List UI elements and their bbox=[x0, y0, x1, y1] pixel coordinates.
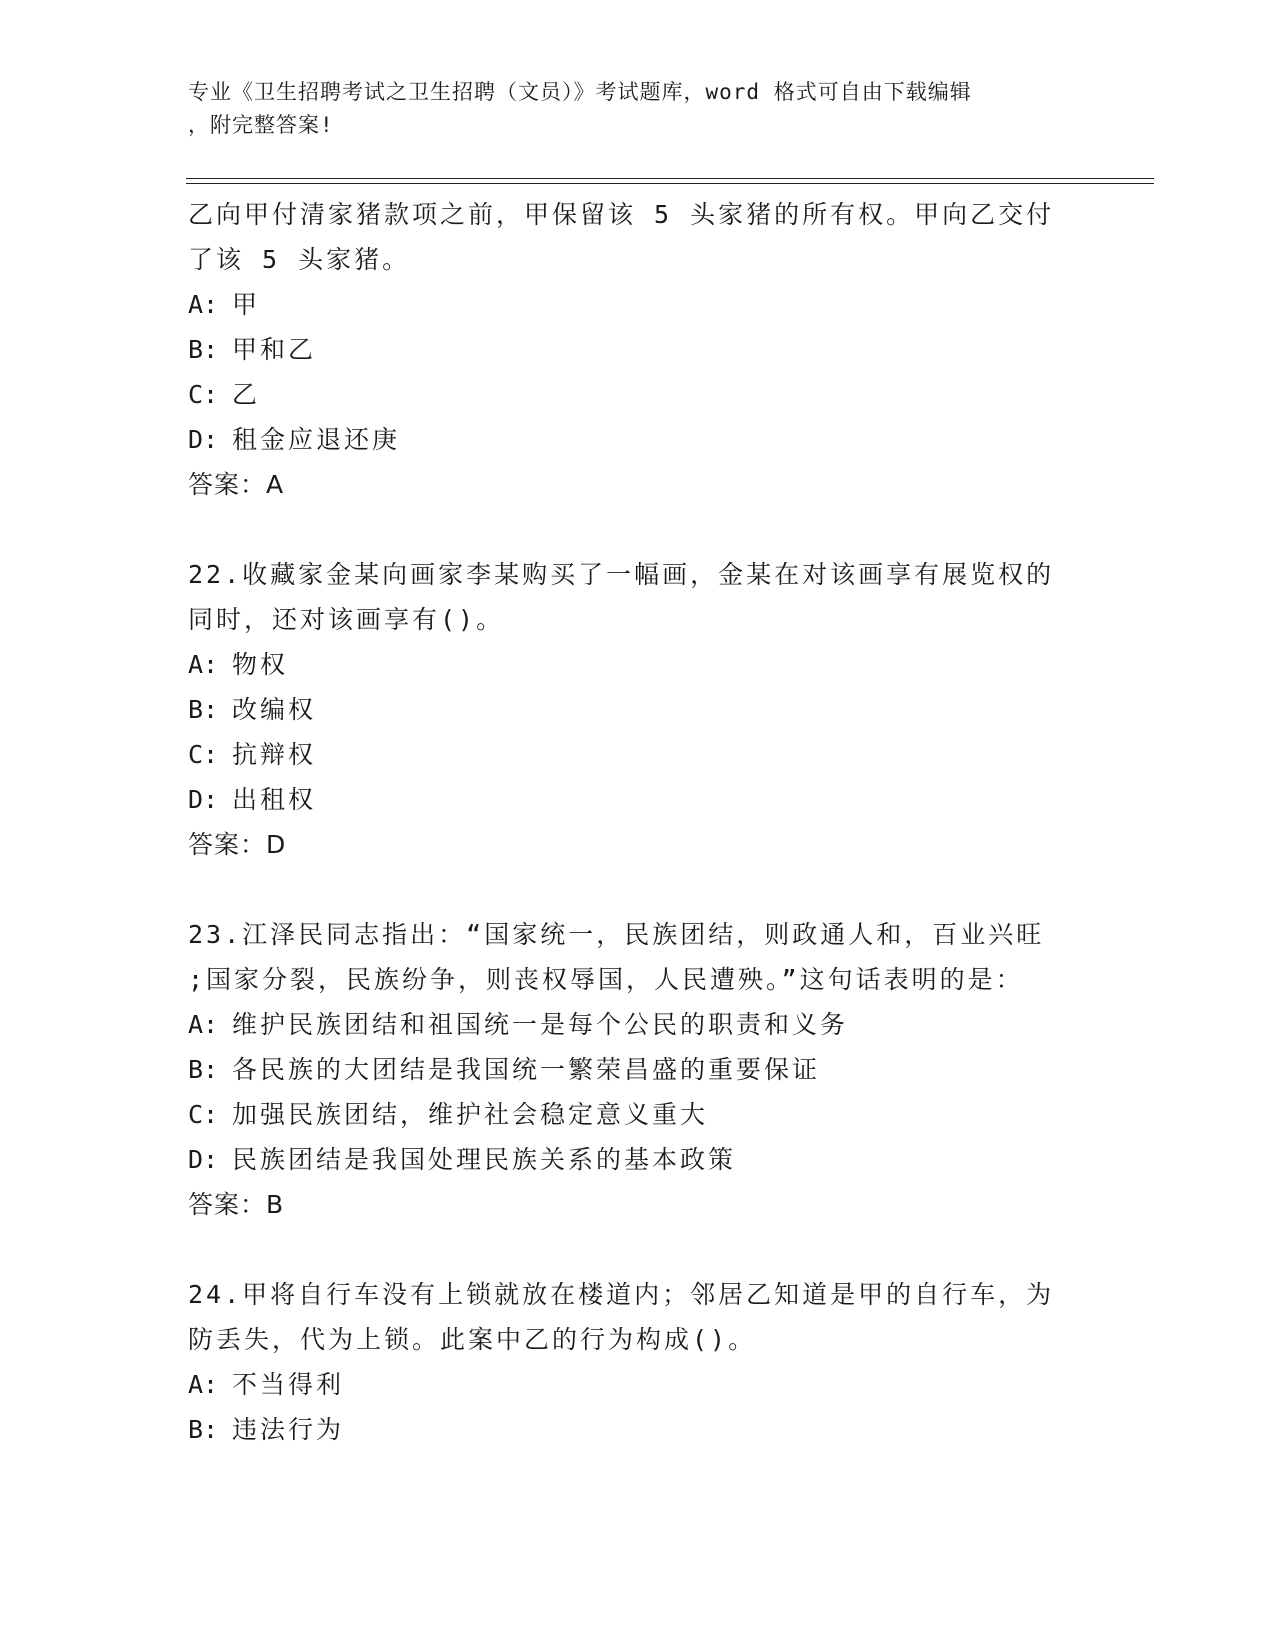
question-24 bbox=[188, 1272, 1088, 1452]
option-b bbox=[188, 1407, 1088, 1452]
option-text: 甲和乙 bbox=[232, 335, 317, 364]
question-21-text bbox=[188, 192, 1088, 282]
header-line-2: ，附完整答案! bbox=[188, 113, 334, 137]
option-b bbox=[188, 1047, 1088, 1092]
question-text-line: 了该 5 头家猪。 bbox=[188, 245, 411, 274]
option-d bbox=[188, 1137, 1088, 1182]
option-c bbox=[188, 732, 1088, 777]
answer-line: 答案：A bbox=[188, 470, 285, 499]
option-letter: D: bbox=[188, 785, 219, 814]
option-letter: C: bbox=[188, 740, 219, 769]
question-text-line: 24.甲将自行车没有上锁就放在楼道内；邻居乙知道是甲的自行车，为 bbox=[188, 1280, 1055, 1309]
question-list bbox=[188, 192, 1088, 1452]
option-letter: B: bbox=[188, 1055, 219, 1084]
option-c bbox=[188, 372, 1088, 417]
option-letter: A: bbox=[188, 1370, 219, 1399]
spacer bbox=[188, 867, 1088, 912]
document-header bbox=[188, 76, 1088, 142]
spacer bbox=[188, 507, 1088, 552]
option-letter: A: bbox=[188, 650, 219, 679]
option-d bbox=[188, 777, 1088, 822]
option-letter: A: bbox=[188, 290, 219, 319]
option-text: 物权 bbox=[232, 650, 289, 679]
option-a bbox=[188, 642, 1088, 687]
option-text: 违法行为 bbox=[232, 1415, 345, 1444]
option-letter: B: bbox=[188, 1415, 219, 1444]
option-a bbox=[188, 1002, 1088, 1047]
question-text-line: 22.收藏家金某向画家李某购买了一幅画，金某在对该画享有展览权的 bbox=[188, 560, 1055, 589]
option-text: 加强民族团结，维护社会稳定意义重大 bbox=[232, 1100, 709, 1129]
option-letter: D: bbox=[188, 425, 219, 454]
option-letter: B: bbox=[188, 695, 219, 724]
answer-line: 答案：D bbox=[188, 830, 287, 859]
header-divider-top bbox=[186, 178, 1154, 179]
option-letter: D: bbox=[188, 1145, 219, 1174]
option-text: 出租权 bbox=[232, 785, 317, 814]
answer-line: 答案：B bbox=[188, 1190, 285, 1219]
question-23-text bbox=[188, 912, 1088, 1002]
option-letter: B: bbox=[188, 335, 219, 364]
header-line-1: 专业《卫生招聘考试之卫生招聘（文员）》考试题库，word 格式可自由下载编辑 bbox=[188, 80, 972, 104]
option-a bbox=[188, 282, 1088, 327]
option-text: 租金应退还庚 bbox=[232, 425, 401, 454]
option-text: 甲 bbox=[232, 290, 261, 319]
question-23 bbox=[188, 912, 1088, 1227]
option-text: 乙 bbox=[232, 380, 261, 409]
option-text: 改编权 bbox=[232, 695, 317, 724]
question-text-line: 23.江泽民同志指出：“国家统一，民族团结，则政通人和，百业兴旺 bbox=[188, 920, 1045, 949]
option-text: 民族团结是我国处理民族关系的基本政策 bbox=[232, 1145, 737, 1174]
option-text: 抗辩权 bbox=[232, 740, 317, 769]
option-d bbox=[188, 417, 1088, 462]
option-letter: A: bbox=[188, 1010, 219, 1039]
question-22 bbox=[188, 552, 1088, 867]
question-text-line: 防丢失，代为上锁。此案中乙的行为构成()。 bbox=[188, 1325, 757, 1354]
option-c bbox=[188, 1092, 1088, 1137]
question-text-line: 同时，还对该画享有()。 bbox=[188, 605, 505, 634]
question-21 bbox=[188, 192, 1088, 507]
option-text: 不当得利 bbox=[232, 1370, 345, 1399]
option-letter: C: bbox=[188, 1100, 219, 1129]
option-letter: C: bbox=[188, 380, 219, 409]
question-text-line: ;国家分裂，民族纷争，则丧权辱国，人民遭殃。”这句话表明的是： bbox=[188, 965, 1024, 994]
question-text-line: 乙向甲付清家猪款项之前，甲保留该 5 头家猪的所有权。甲向乙交付 bbox=[188, 200, 1055, 229]
option-text: 维护民族团结和祖国统一是每个公民的职责和义务 bbox=[232, 1010, 849, 1039]
option-b bbox=[188, 687, 1088, 732]
question-22-text bbox=[188, 552, 1088, 642]
spacer bbox=[188, 1227, 1088, 1272]
header-divider-bottom bbox=[186, 183, 1154, 184]
option-b bbox=[188, 327, 1088, 372]
question-24-text bbox=[188, 1272, 1088, 1362]
option-a bbox=[188, 1362, 1088, 1407]
option-text: 各民族的大团结是我国统一繁荣昌盛的重要保证 bbox=[232, 1055, 821, 1084]
